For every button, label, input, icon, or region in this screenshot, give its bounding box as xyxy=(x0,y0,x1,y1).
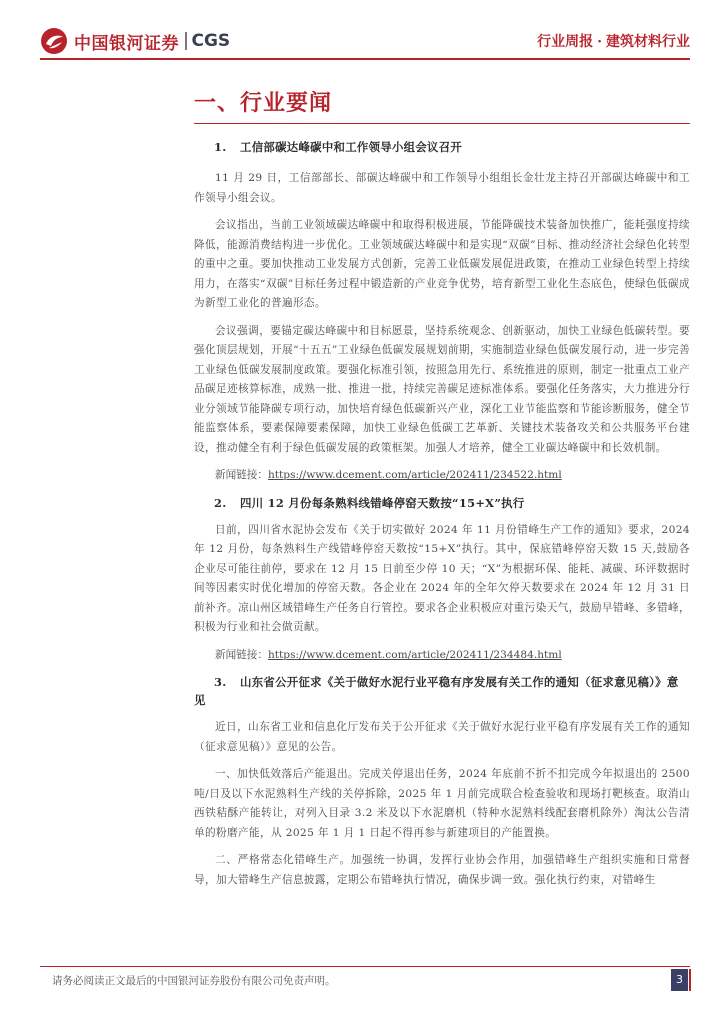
news-link[interactable]: https://www.dcement.com/article/202411/234484.html xyxy=(267,648,562,661)
news-item xyxy=(194,673,690,890)
news-item xyxy=(194,138,690,486)
page-header xyxy=(0,0,724,58)
news-content xyxy=(194,138,690,890)
news-heading xyxy=(194,138,690,156)
logo-divider xyxy=(185,32,187,50)
news-item xyxy=(194,494,690,666)
news-paragraph: 会议强调，要锚定碳达峰碳中和目标愿景，坚持系统观念、创新驱动，加快工业绿色低碳转型。要强化顶层规划，开展“十五五”工业绿色低碳发展规划前期，实施制造业绿色低碳发展行动，进一步完善工业绿色低碳发展制度政策。要强化标准引领，按照急用先行、系统推进的原则，制定一批重点工业产品碳足迹核算标准，成熟一批、推进一批，持续完善碳足迹标准体系。要强化任务落实，大力推进分行业分领域节能降碳专项行动，加快培育绿色低碳新兴产业，深化工业节能监察和节能诊断服务，健全节能监察体系，要素保障要素保障，加快工业绿色低碳工艺革新、关键技术装备攻关和公共服务平台建设，推动健全有利于绿色低碳发展的政策框架。加强人才培养，健全工业碳达峰碳中和长效机制。 xyxy=(194,324,690,454)
news-heading xyxy=(194,673,690,709)
news-paragraph: 一、加快低效落后产能退出。完成关停退出任务，2024 年底前不折不扣完成今年拟退出的 2500 吨/日及以下水泥熟料生产线的关停拆除，2025 年 1 月前完成联合检查验收和现场打靶核查。取消山西铁秸酥产能转让，对列入目录 3.2 米及以下水泥磨机（特种水泥熟料线配套磨机除外）淘汰公告清单的粉磨产能，从 2025 年 1 月 1 日起不得再参与新建项目的产能置换。 xyxy=(194,768,690,839)
news-heading xyxy=(194,494,690,512)
logo-english-name: CGS xyxy=(191,31,231,51)
news-paragraph: 近日，山东省工业和信息化厅发布关于公开征求《关于做好水泥行业平稳有序发展有关工作的通知（征求意见稿）》意见的公告。 xyxy=(194,721,690,753)
report-industry: 建筑材料行业 xyxy=(606,34,690,50)
news-paragraph: 会议指出，当前工业领域碳达峰碳中和取得积极进展，节能降碳技术装备加快推广，能耗强度持续降低，能源消费结构进一步优化。工业领域碳达峰碳中和是实现“双碳”目标、推动经济社会绿色化转型的重中之重。要加快推动工业发展方式创新，完善工业低碳发展促进政策，在推动工业绿色转型上持续用力，在落实“双碳”目标任务过程中锻造新的产业竞争优势，培育新型工业化生态底色，使绿色低碳成为新型工业化的普遍形态。 xyxy=(194,219,690,309)
news-link-line xyxy=(194,466,690,486)
report-tag xyxy=(537,31,690,51)
news-link-line xyxy=(194,646,690,666)
news-number: 1. xyxy=(214,140,227,154)
news-paragraph: 二、严格常态化错峰生产。加强统一协调，发挥行业协会作用，加强错峰生产组织实施和日常督导，加大错峰生产信息披露，定期公布错峰执行情况，确保步调一致。强化执行约束，对错峰生 xyxy=(194,854,690,886)
section-title: 一、行业要闻 xyxy=(194,90,333,116)
news-number: 2. xyxy=(214,495,227,510)
cgs-logo-icon xyxy=(40,27,68,55)
news-number: 3. xyxy=(214,675,227,689)
footer-disclaimer: 请务必阅读正文最后的中国银河证券股份有限公司免责声明。 xyxy=(52,975,336,987)
page-number-accent xyxy=(689,969,691,991)
news-title: 四川 12 月份每条熟料线错峰停窑天数按“15+X”执行 xyxy=(240,495,525,510)
report-type: 行业周报 xyxy=(537,34,594,50)
news-paragraph: 日前，四川省水泥协会发布《关于切实做好 2024 年 11 月份错峰生产工作的通知》要求，2024 年 12 月份，每条熟料生产线错峰停窑天数按“15+X”执行。其中，保底错峰停窑天数 15 天,鼓励各企业尽可能往前停，要求在 12 月 15 日前至少停 10 天；“X”为根据环保、能耗、减碳、环评数据时间等因素实时优化增加的停窑天数。各企业在 2024 年的全年欠停天数要求在 2024 年 12 月 31 日前补齐。凉山州区域错峰生产任务自行管控。要求各企业积极应对重污染天气，鼓励早错峰、多错峰，积极为行业和社会做贡献。 xyxy=(194,523,690,633)
page-number: 3 xyxy=(671,969,688,991)
news-link-prefix: 新闻链接： xyxy=(215,469,268,481)
report-tag-separator: · xyxy=(597,34,602,50)
news-title: 山东省公开征求《关于做好水泥行业平稳有序发展有关工作的通知（征求意见稿）》意见 xyxy=(194,675,679,707)
logo-chinese-name: 中国银河证券 xyxy=(74,33,179,54)
news-link-prefix: 新闻链接： xyxy=(215,648,268,661)
header-divider xyxy=(40,58,690,60)
section-title-rule xyxy=(194,123,690,124)
news-paragraph: 11 月 29 日，工信部部长、部碳达峰碳中和工作领导小组组长金壮龙主持召开部碳达峰碳中和工作领导小组会议。 xyxy=(194,172,690,204)
news-title: 工信部碳达峰碳中和工作领导小组会议召开 xyxy=(240,140,463,154)
footer-divider xyxy=(40,966,690,967)
news-link[interactable]: https://www.dcement.com/article/202411/234522.html xyxy=(267,469,562,481)
company-logo xyxy=(40,27,230,55)
